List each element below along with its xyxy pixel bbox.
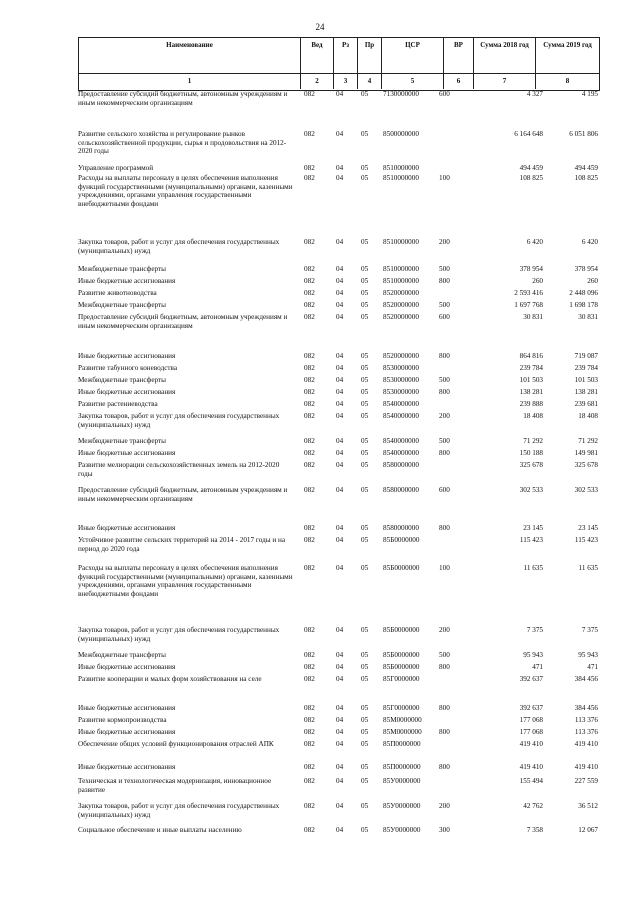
row-ved: 082 [304, 238, 315, 246]
row-rz: 04 [336, 289, 344, 297]
row-vr: 600 [439, 90, 450, 98]
row-ved: 082 [304, 90, 315, 98]
table-header [78, 37, 600, 91]
row-vr: 100 [439, 564, 450, 572]
row-csr: 85У0000000 [383, 826, 421, 834]
header-titles-row [79, 38, 599, 74]
row-sum-2019: 6 051 806 [569, 130, 598, 138]
row-ved: 082 [304, 524, 315, 532]
row-pr: 05 [361, 763, 369, 771]
row-rz: 04 [336, 174, 344, 182]
row-pr: 05 [361, 352, 369, 360]
header-rz: Рз [334, 38, 358, 73]
row-sum-2018: 177 068 [519, 716, 543, 724]
row-sum-2018: 30 831 [523, 313, 543, 321]
row-csr: 85Б0000000 [383, 626, 420, 634]
row-vr: 100 [439, 174, 450, 182]
row-pr: 05 [361, 536, 369, 544]
row-sum-2019: 384 456 [574, 675, 598, 683]
row-sum-2019: 2 448 096 [569, 289, 598, 297]
row-ved: 082 [304, 449, 315, 457]
row-csr: 85М0000000 [383, 728, 422, 736]
row-vr: 500 [439, 376, 450, 384]
row-rz: 04 [336, 388, 344, 396]
row-csr: 8520000000 [383, 313, 419, 321]
row-vr: 500 [439, 265, 450, 273]
row-csr: 85У0000000 [383, 777, 421, 785]
row-csr: 85М0000000 [383, 716, 422, 724]
row-pr: 05 [361, 277, 369, 285]
row-csr: 8580000000 [383, 461, 419, 469]
row-csr: 8580000000 [383, 524, 419, 532]
row-name: Развитие растениеводства [78, 400, 158, 408]
row-ved: 082 [304, 626, 315, 634]
row-pr: 05 [361, 130, 369, 138]
row-pr: 05 [361, 564, 369, 572]
row-ved: 082 [304, 461, 315, 469]
row-csr: 8510000000 [383, 265, 419, 273]
row-name: Иные бюджетные ассигнования [78, 704, 176, 712]
row-sum-2018: 150 188 [519, 449, 543, 457]
row-pr: 05 [361, 412, 369, 420]
row-ved: 082 [304, 740, 315, 748]
row-sum-2018: 392 637 [519, 704, 543, 712]
row-csr: 8530000000 [383, 364, 419, 372]
row-name: Предоставление субсидий бюджетным, автономным учреждениям и иным некоммерческим организациям [78, 313, 288, 330]
row-sum-2019: 419 410 [574, 740, 598, 748]
row-sum-2018: 95 943 [523, 651, 543, 659]
row-csr: 85П0000000 [383, 763, 421, 771]
row-pr: 05 [361, 675, 369, 683]
row-rz: 04 [336, 400, 344, 408]
row-vr: 500 [439, 437, 450, 445]
row-rz: 04 [336, 364, 344, 372]
page-number: 24 [315, 22, 325, 32]
row-pr: 05 [361, 486, 369, 494]
row-rz: 04 [336, 449, 344, 457]
row-name: Обеспечение общих условий функционирования отраслей АПК [78, 740, 274, 748]
row-vr: 600 [439, 486, 450, 494]
row-vr: 200 [439, 238, 450, 246]
row-sum-2018: 4 327 [526, 90, 543, 98]
row-pr: 05 [361, 449, 369, 457]
row-sum-2018: 177 068 [519, 728, 543, 736]
row-ved: 082 [304, 130, 315, 138]
row-csr: 8530000000 [383, 388, 419, 396]
row-pr: 05 [361, 663, 369, 671]
row-sum-2018: 18 408 [523, 412, 543, 420]
header-vr: ВР [444, 38, 474, 73]
row-csr: 8540000000 [383, 400, 419, 408]
row-rz: 04 [336, 376, 344, 384]
row-pr: 05 [361, 704, 369, 712]
row-sum-2019: 18 408 [578, 412, 598, 420]
row-pr: 05 [361, 164, 369, 172]
row-csr: 8540000000 [383, 437, 419, 445]
row-name: Межбюджетные трансферты [78, 376, 166, 384]
row-csr: 85Б0000000 [383, 663, 420, 671]
row-rz: 04 [336, 728, 344, 736]
row-sum-2019: 494 459 [574, 164, 598, 172]
row-sum-2018: 138 281 [519, 388, 543, 396]
row-sum-2019: 138 281 [574, 388, 598, 396]
row-sum-2018: 378 954 [519, 265, 543, 273]
row-ved: 082 [304, 802, 315, 810]
row-sum-2018: 419 410 [519, 763, 543, 771]
row-ved: 082 [304, 763, 315, 771]
row-sum-2019: 101 503 [574, 376, 598, 384]
row-sum-2018: 239 784 [519, 364, 543, 372]
row-rz: 04 [336, 740, 344, 748]
row-sum-2019: 108 825 [574, 174, 598, 182]
row-sum-2019: 325 678 [574, 461, 598, 469]
row-sum-2018: 7 358 [526, 826, 543, 834]
row-sum-2018: 494 459 [519, 164, 543, 172]
header-num-4: 4 [358, 74, 382, 89]
row-sum-2019: 23 145 [578, 524, 598, 532]
row-pr: 05 [361, 728, 369, 736]
row-ved: 082 [304, 437, 315, 445]
row-csr: 8520000000 [383, 352, 419, 360]
row-ved: 082 [304, 728, 315, 736]
row-rz: 04 [336, 277, 344, 285]
row-csr: 8520000000 [383, 301, 419, 309]
row-vr: 800 [439, 728, 450, 736]
row-sum-2018: 1 697 768 [514, 301, 543, 309]
header-num-2: 2 [301, 74, 334, 89]
row-ved: 082 [304, 352, 315, 360]
row-name: Иные бюджетные ассигнования [78, 449, 176, 457]
row-name: Развитие сельского хозяйства и регулирование рынков сельскохозяйственной продукции, сырья и продовольствия на 2012-2020 годы [78, 130, 287, 156]
row-rz: 04 [336, 164, 344, 172]
row-rz: 04 [336, 437, 344, 445]
row-name: Развитие мелиорации сельскохозяйственных земель на 2012-2020 годы [78, 461, 280, 478]
row-ved: 082 [304, 716, 315, 724]
row-rz: 04 [336, 461, 344, 469]
row-sum-2019: 71 292 [578, 437, 598, 445]
row-rz: 04 [336, 265, 344, 273]
row-name: Межбюджетные трансферты [78, 265, 166, 273]
row-csr: 8510000000 [383, 238, 419, 246]
row-sum-2018: 71 292 [523, 437, 543, 445]
row-sum-2019: 113 376 [574, 716, 598, 724]
row-pr: 05 [361, 400, 369, 408]
row-ved: 082 [304, 651, 315, 659]
row-pr: 05 [361, 777, 369, 785]
row-ved: 082 [304, 536, 315, 544]
row-ved: 082 [304, 277, 315, 285]
row-sum-2019: 7 375 [581, 626, 598, 634]
header-sum-2019: Сумма 2019 год [543, 41, 592, 49]
row-ved: 082 [304, 313, 315, 321]
row-sum-2018: 6 420 [526, 238, 543, 246]
row-sum-2018: 302 533 [519, 486, 543, 494]
row-sum-2018: 392 637 [519, 675, 543, 683]
row-pr: 05 [361, 301, 369, 309]
row-sum-2018: 11 635 [523, 564, 543, 572]
row-name: Устойчивое развитие сельских территорий на 2014 - 2017 годы и на период до 2020 года [78, 536, 286, 553]
row-rz: 04 [336, 130, 344, 138]
row-sum-2019: 239 681 [574, 400, 598, 408]
row-rz: 04 [336, 675, 344, 683]
row-name: Иные бюджетные ассигнования [78, 763, 176, 771]
row-name: Межбюджетные трансферты [78, 301, 166, 309]
row-rz: 04 [336, 802, 344, 810]
header-num-7: 7 [474, 74, 536, 89]
row-pr: 05 [361, 524, 369, 532]
row-name: Иные бюджетные ассигнования [78, 728, 176, 736]
row-rz: 04 [336, 412, 344, 420]
row-rz: 04 [336, 90, 344, 98]
row-name: Закупка товаров, работ и услуг для обеспечения государственных (муниципальных) нужд [78, 802, 280, 819]
row-csr: 8540000000 [383, 449, 419, 457]
row-rz: 04 [336, 651, 344, 659]
row-name: Иные бюджетные ассигнования [78, 388, 176, 396]
row-sum-2018: 325 678 [519, 461, 543, 469]
row-rz: 04 [336, 763, 344, 771]
row-sum-2019: 4 195 [581, 90, 598, 98]
row-rz: 04 [336, 536, 344, 544]
row-rz: 04 [336, 238, 344, 246]
row-sum-2019: 239 784 [574, 364, 598, 372]
row-pr: 05 [361, 265, 369, 273]
row-pr: 05 [361, 461, 369, 469]
row-pr: 05 [361, 364, 369, 372]
row-csr: 85Б0000000 [383, 536, 420, 544]
header-num-5: 5 [382, 74, 444, 89]
row-vr: 200 [439, 626, 450, 634]
header-csr: ЦСР [382, 38, 444, 73]
row-sum-2019: 36 512 [578, 802, 598, 810]
row-csr: 8510000000 [383, 164, 419, 172]
row-name: Иные бюджетные ассигнования [78, 277, 176, 285]
row-csr: 85Б0000000 [383, 564, 420, 572]
row-sum-2018: 7 375 [526, 626, 543, 634]
row-vr: 300 [439, 826, 450, 834]
row-ved: 082 [304, 675, 315, 683]
row-name: Развитие табунного коневодства [78, 364, 178, 372]
row-rz: 04 [336, 663, 344, 671]
row-pr: 05 [361, 826, 369, 834]
row-name: Развитие кормопроизводства [78, 716, 167, 724]
header-num-6: 6 [444, 74, 474, 89]
row-sum-2019: 113 376 [574, 728, 598, 736]
row-ved: 082 [304, 289, 315, 297]
row-sum-2018: 23 145 [523, 524, 543, 532]
row-name: Развитие кооперации и малых форм хозяйствования на селе [78, 675, 262, 683]
row-name: Развитие животноводства [78, 289, 157, 297]
row-sum-2019: 11 635 [578, 564, 598, 572]
row-sum-2019: 471 [587, 663, 598, 671]
row-vr: 800 [439, 352, 450, 360]
row-sum-2018: 6 164 648 [514, 130, 543, 138]
row-vr: 800 [439, 449, 450, 457]
row-name: Иные бюджетные ассигнования [78, 663, 176, 671]
row-sum-2018: 155 494 [519, 777, 543, 785]
row-pr: 05 [361, 313, 369, 321]
row-sum-2018: 2 593 416 [514, 289, 543, 297]
row-name: Закупка товаров, работ и услуг для обеспечения государственных (муниципальных) нужд [78, 412, 280, 429]
row-rz: 04 [336, 777, 344, 785]
row-sum-2019: 302 533 [574, 486, 598, 494]
row-vr: 500 [439, 651, 450, 659]
row-ved: 082 [304, 301, 315, 309]
row-name: Расходы на выплаты персоналу в целях обеспечения выполнения функций государственными (муниципальными) органами, казенными учреждениями, органами управления государственными внебюджетными фондами [78, 564, 293, 598]
header-sum-2018: Сумма 2018 год [474, 38, 536, 73]
row-name: Предоставление субсидий бюджетным, автономным учреждениям и иным некоммерческим организациям [78, 486, 288, 503]
row-pr: 05 [361, 376, 369, 384]
row-sum-2018: 115 423 [519, 536, 543, 544]
row-sum-2019: 30 831 [578, 313, 598, 321]
row-ved: 082 [304, 826, 315, 834]
row-vr: 200 [439, 412, 450, 420]
row-name: Предоставление субсидий бюджетным, автономным учреждениям и иным некоммерческим организациям [78, 90, 288, 107]
row-sum-2019: 115 423 [574, 536, 598, 544]
row-name: Закупка товаров, работ и услуг для обеспечения государственных (муниципальных) нужд [78, 238, 280, 255]
row-ved: 082 [304, 174, 315, 182]
row-csr: 8530000000 [383, 376, 419, 384]
row-csr: 85Б0000000 [383, 651, 420, 659]
row-rz: 04 [336, 524, 344, 532]
row-name: Межбюджетные трансферты [78, 651, 166, 659]
row-name: Техническая и технологическая модернизация, инновационное развитие [78, 777, 272, 794]
row-ved: 082 [304, 777, 315, 785]
header-name: Наименование [79, 38, 301, 73]
row-csr: 85Г0000000 [383, 704, 420, 712]
row-vr: 800 [439, 663, 450, 671]
row-vr: 800 [439, 524, 450, 532]
row-csr: 8500000000 [383, 130, 419, 138]
row-rz: 04 [336, 486, 344, 494]
row-vr: 600 [439, 313, 450, 321]
row-name: Иные бюджетные ассигнования [78, 524, 176, 532]
row-sum-2019: 384 456 [574, 704, 598, 712]
row-csr: 8510000000 [383, 277, 419, 285]
row-sum-2019: 149 981 [574, 449, 598, 457]
row-pr: 05 [361, 174, 369, 182]
header-num-1: 1 [79, 74, 301, 89]
row-rz: 04 [336, 352, 344, 360]
row-ved: 082 [304, 486, 315, 494]
row-pr: 05 [361, 238, 369, 246]
row-rz: 04 [336, 826, 344, 834]
row-sum-2018: 101 503 [519, 376, 543, 384]
row-sum-2018: 108 825 [519, 174, 543, 182]
row-vr: 800 [439, 763, 450, 771]
row-csr: 8520000000 [383, 289, 419, 297]
row-ved: 082 [304, 412, 315, 420]
row-sum-2018: 42 762 [523, 802, 543, 810]
row-ved: 082 [304, 164, 315, 172]
row-pr: 05 [361, 740, 369, 748]
row-sum-2019: 12 067 [578, 826, 598, 834]
row-pr: 05 [361, 651, 369, 659]
row-sum-2019: 95 943 [578, 651, 598, 659]
row-pr: 05 [361, 289, 369, 297]
row-csr: 8580000000 [383, 486, 419, 494]
header-num-3: 3 [334, 74, 358, 89]
row-name: Закупка товаров, работ и услуг для обеспечения государственных (муниципальных) нужд [78, 626, 280, 643]
row-name: Иные бюджетные ассигнования [78, 352, 176, 360]
row-ved: 082 [304, 663, 315, 671]
row-csr: 8540000000 [383, 412, 419, 420]
header-ved: Вед [301, 38, 334, 73]
row-pr: 05 [361, 626, 369, 634]
row-pr: 05 [361, 802, 369, 810]
row-sum-2018: 260 [532, 277, 543, 285]
row-pr: 05 [361, 90, 369, 98]
row-sum-2019: 419 410 [574, 763, 598, 771]
row-vr: 800 [439, 704, 450, 712]
row-sum-2018: 239 888 [519, 400, 543, 408]
row-sum-2019: 378 954 [574, 265, 598, 273]
row-name: Расходы на выплаты персоналу в целях обеспечения выполнения функций государственными (муниципальными) органами, казенными учреждениями, органами управления государственными внебюджетными фондами [78, 174, 293, 208]
row-pr: 05 [361, 716, 369, 724]
row-name: Социальное обеспечение и иные выплаты населению [78, 826, 242, 834]
row-ved: 082 [304, 376, 315, 384]
row-csr: 85У0000000 [383, 802, 421, 810]
row-rz: 04 [336, 716, 344, 724]
row-sum-2018: 471 [532, 663, 543, 671]
row-ved: 082 [304, 400, 315, 408]
row-rz: 04 [336, 313, 344, 321]
row-ved: 082 [304, 704, 315, 712]
row-ved: 082 [304, 388, 315, 396]
row-csr: 85Г0000000 [383, 675, 420, 683]
row-ved: 082 [304, 265, 315, 273]
row-pr: 05 [361, 388, 369, 396]
row-sum-2018: 419 410 [519, 740, 543, 748]
row-vr: 200 [439, 802, 450, 810]
row-csr: 8510000000 [383, 174, 419, 182]
row-vr: 800 [439, 388, 450, 396]
row-sum-2019: 227 559 [574, 777, 598, 785]
row-sum-2018: 864 816 [519, 352, 543, 360]
row-vr: 800 [439, 277, 450, 285]
row-vr: 500 [439, 301, 450, 309]
row-csr: 85П0000000 [383, 740, 421, 748]
header-numbers-row [79, 74, 599, 89]
row-name: Управление программой [78, 164, 154, 172]
row-sum-2019: 719 087 [574, 352, 598, 360]
row-sum-2019: 260 [587, 277, 598, 285]
row-rz: 04 [336, 704, 344, 712]
header-num-8: 8 [565, 77, 570, 85]
row-name: Межбюджетные трансферты [78, 437, 166, 445]
row-ved: 082 [304, 564, 315, 572]
row-pr: 05 [361, 437, 369, 445]
header-pr: Пр [358, 38, 382, 73]
row-csr: 7130000000 [383, 90, 419, 98]
row-ved: 082 [304, 364, 315, 372]
row-rz: 04 [336, 626, 344, 634]
row-sum-2019: 1 698 178 [569, 301, 598, 309]
row-rz: 04 [336, 564, 344, 572]
row-sum-2019: 6 420 [581, 238, 598, 246]
row-rz: 04 [336, 301, 344, 309]
